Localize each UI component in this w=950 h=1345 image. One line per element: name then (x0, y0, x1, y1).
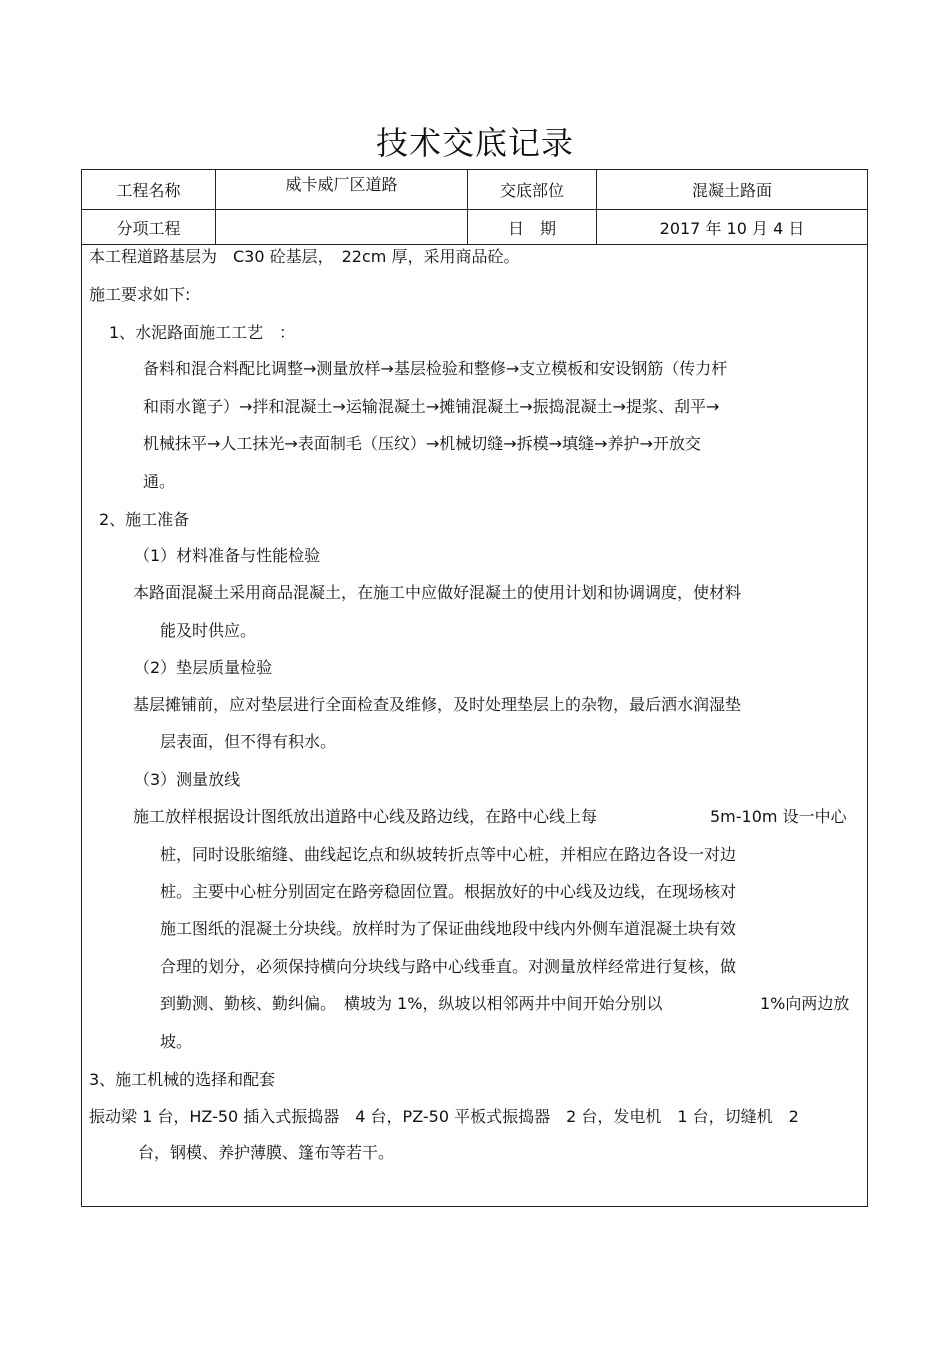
date-label: 日 期 (507, 218, 556, 238)
paragraph-line: 基层摊铺前，应对垫层进行全面检查及维修，及时处理垫层上的杂物，最后洒水润湿垫 (133, 695, 742, 714)
paragraph-line: 备料和混合料配比调整→测量放样→基层检验和整修→支立模板和安设钢筋（传力杆 (143, 359, 728, 378)
paragraph-line: 能及时供应。 (160, 621, 257, 640)
paragraph-line: 本路面混凝土采用商品混凝土，在施工中应做好混凝土的使用计划和协调调度，使材料 (133, 583, 742, 602)
paragraph-line: 和雨水篦子）→拌和混凝土→运输混凝土→摊铺混凝土→振捣混凝土→提浆、刮平→ (143, 397, 720, 416)
paragraph-line: 通。 (143, 472, 176, 491)
table-divider (81, 244, 868, 245)
subitem-label: 分项工程 (116, 218, 181, 238)
project-name-value: 威卡威厂区道路 (285, 175, 398, 194)
paragraph-line: 施工放样根据设计图纸放出道路中心线及路边线，在路中心线上每 (133, 807, 598, 826)
section-1-heading: 1、水泥路面施工工艺 ： (109, 323, 296, 342)
subitem-value (216, 210, 467, 244)
date-value: 2017 年 10 月 4 日 (659, 218, 805, 238)
intro-text: 本工程道路基层为 C30 砼基层， 22cm 厚，采用商品砼。 (89, 247, 520, 266)
paragraph-line: 层表面，但不得有积水。 (160, 732, 337, 751)
paragraph-line: 坡。 (160, 1032, 193, 1051)
paragraph-line: 台，钢模、养护薄膜、篷布等若干。 (138, 1143, 395, 1162)
paragraph-line: 到勤测、勤核、勤纠偏。 横坡为 1%，纵坡以相邻两井中间开始分别以 (160, 994, 663, 1013)
subsection-heading: （3）测量放线 (134, 770, 241, 789)
part-value: 混凝土路面 (691, 181, 772, 200)
paragraph-line: 桩，同时设胀缩缝、曲线起讫点和纵坡转折点等中心桩，并相应在路边各设一对边 (160, 845, 737, 864)
section-3-heading: 3、施工机械的选择和配套 (89, 1070, 276, 1089)
document-title: 技术交底记录 (375, 124, 574, 162)
paragraph-line: 振动梁 1 台，HZ-50 插入式振捣器 4 台，PZ-50 平板式振捣器 2 台，发电机 1 台，切缝机 2 (89, 1107, 799, 1126)
paragraph-line: 施工图纸的混凝土分块线。放样时为了保证曲线地段中线内外侧车道混凝土块有效 (160, 919, 737, 938)
paragraph-line: 机械抹平→人工抹光→表面制毛（压纹）→机械切缝→拆模→填缝→养护→开放交 (143, 434, 701, 453)
subsection-heading: （2）垫层质量检验 (134, 658, 273, 677)
project-name-label: 工程名称 (116, 181, 181, 200)
paragraph-line: 桩。主要中心桩分别固定在路旁稳固位置。根据放好的中心线及边线，在现场核对 (160, 882, 737, 901)
paragraph-line: 合理的划分，必须保持横向分块线与路中心线垂直。对测量放样经常进行复核，做 (160, 957, 737, 976)
requirements-heading: 施工要求如下: (89, 285, 191, 304)
subsection-heading: （1）材料准备与性能检验 (134, 546, 321, 565)
paragraph-line: 1%向两边放 (760, 994, 850, 1013)
section-2-heading: 2、施工准备 (99, 510, 190, 529)
part-label: 交底部位 (499, 181, 564, 200)
paragraph-line: 5m-10m 设一中心 (710, 807, 847, 826)
